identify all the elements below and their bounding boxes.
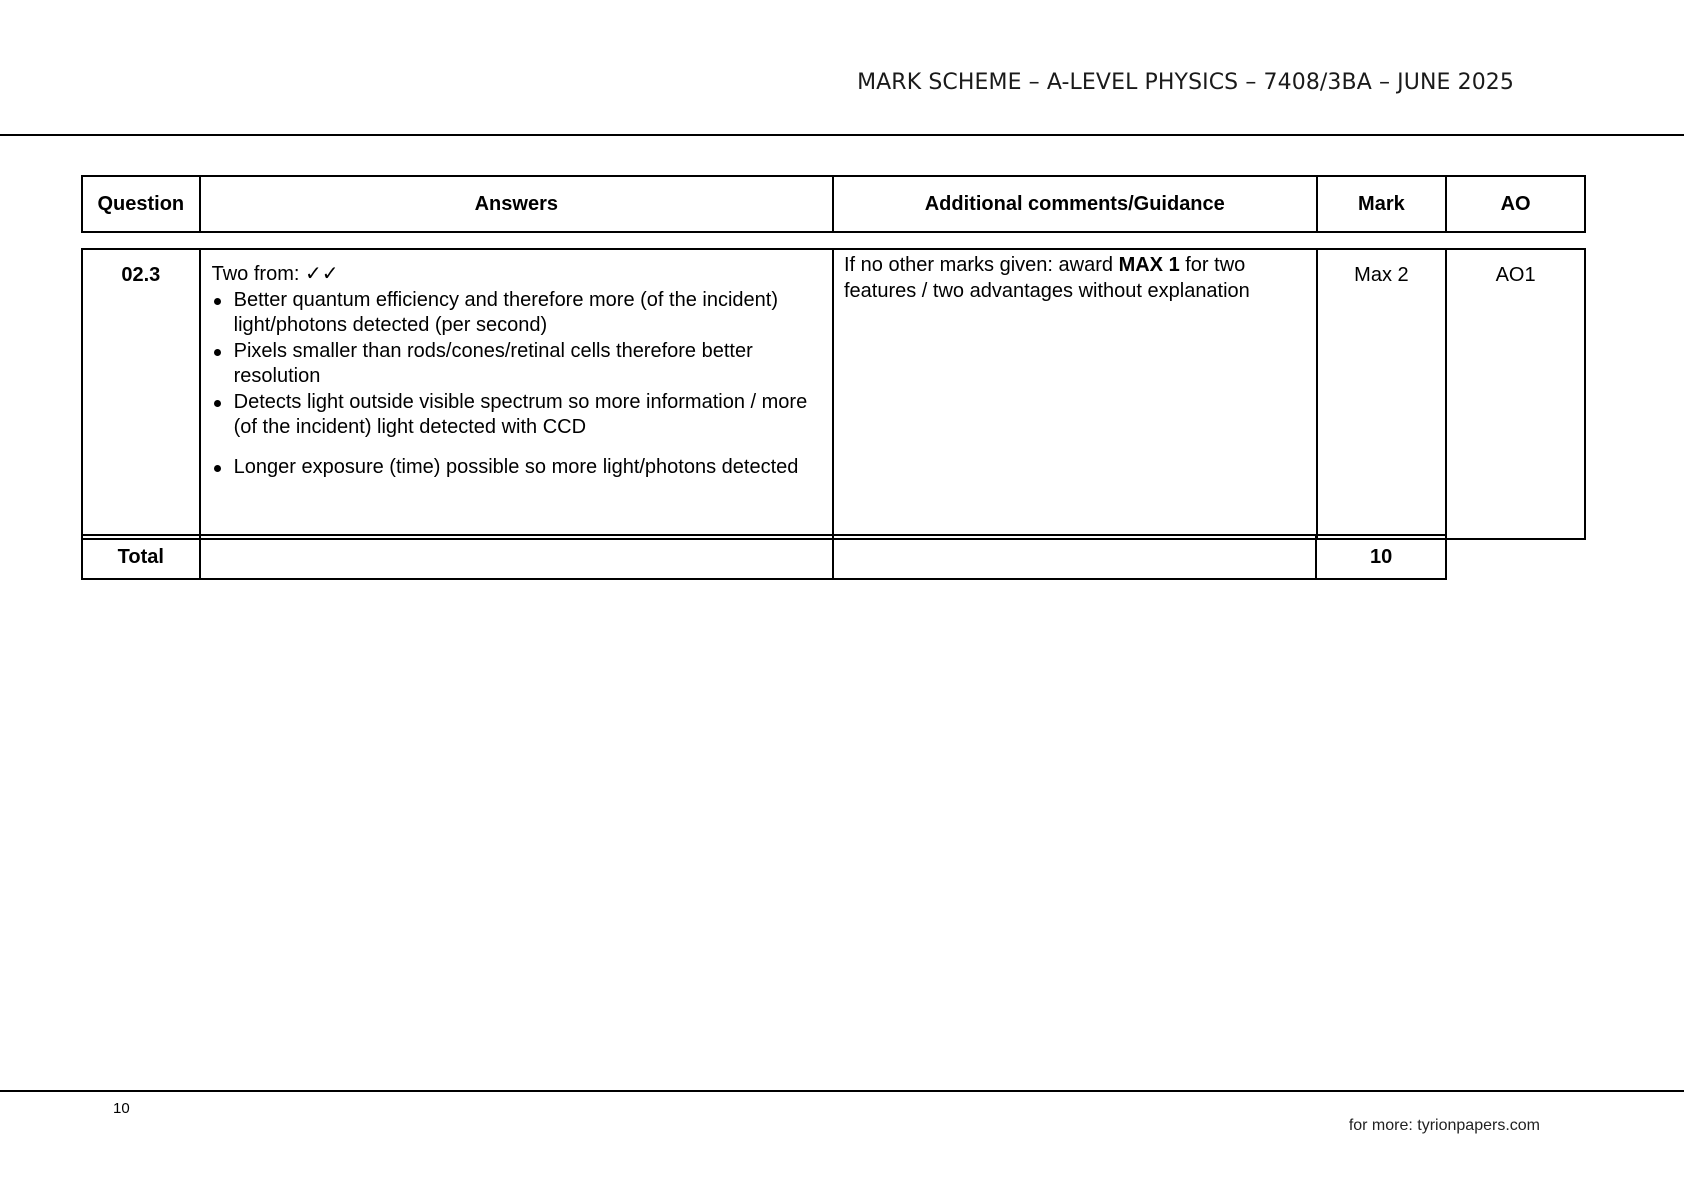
- answers-list: [212, 288, 822, 481]
- column-header-answers: Answers: [200, 176, 833, 232]
- guidance-text-end: for two features / two advantages without explanation: [843, 254, 1250, 302]
- total-empty-answers: [200, 535, 833, 579]
- list-item: Better quantum efficiency and therefore more (of the incident) light/photons detected (per second): [212, 288, 822, 339]
- column-header-mark: Mark: [1317, 176, 1447, 232]
- column-header-guidance: Additional comments/Guidance: [833, 176, 1317, 232]
- ao-cell: AO1: [1446, 249, 1585, 539]
- list-item: Detects light outside visible spectrum so more information / more (of the incident) light detected with CCD: [212, 390, 822, 441]
- total-label: Total: [82, 535, 200, 579]
- guidance-max-mark: MAX 1: [1118, 254, 1180, 276]
- answers-cell: [200, 249, 833, 539]
- page-number: 10: [113, 1100, 130, 1117]
- guidance-cell: [833, 249, 1317, 539]
- total-empty-guidance: [833, 535, 1316, 579]
- mark-scheme-question-table: [81, 248, 1586, 540]
- total-mark: 10: [1316, 535, 1446, 579]
- total-table: [81, 534, 1447, 580]
- footer-link[interactable]: for more: tyrionpapers.com: [1348, 1117, 1540, 1134]
- column-header-question: Question: [82, 176, 200, 232]
- list-item: Longer exposure (time) possible so more light/photons detected: [212, 455, 822, 481]
- page-header-title: MARK SCHEME – A-LEVEL PHYSICS – 7408/3BA – JUNE 2025: [857, 70, 1514, 95]
- mark-cell: Max 2: [1317, 249, 1447, 539]
- header-row: [82, 176, 1585, 232]
- list-item: Pixels smaller than rods/cones/retinal cells therefore better resolution: [212, 339, 822, 390]
- total-row: [82, 535, 1446, 579]
- column-header-ao: AO: [1446, 176, 1585, 232]
- header-rule: [0, 134, 1684, 136]
- footer-rule: [0, 1090, 1684, 1092]
- question-number: 02.3: [82, 249, 200, 539]
- mark-scheme-header-table: [81, 175, 1586, 233]
- table-row: [82, 249, 1585, 539]
- guidance-text: If no other marks given: award: [843, 254, 1119, 276]
- answers-intro: Two from: ✓✓: [211, 263, 339, 285]
